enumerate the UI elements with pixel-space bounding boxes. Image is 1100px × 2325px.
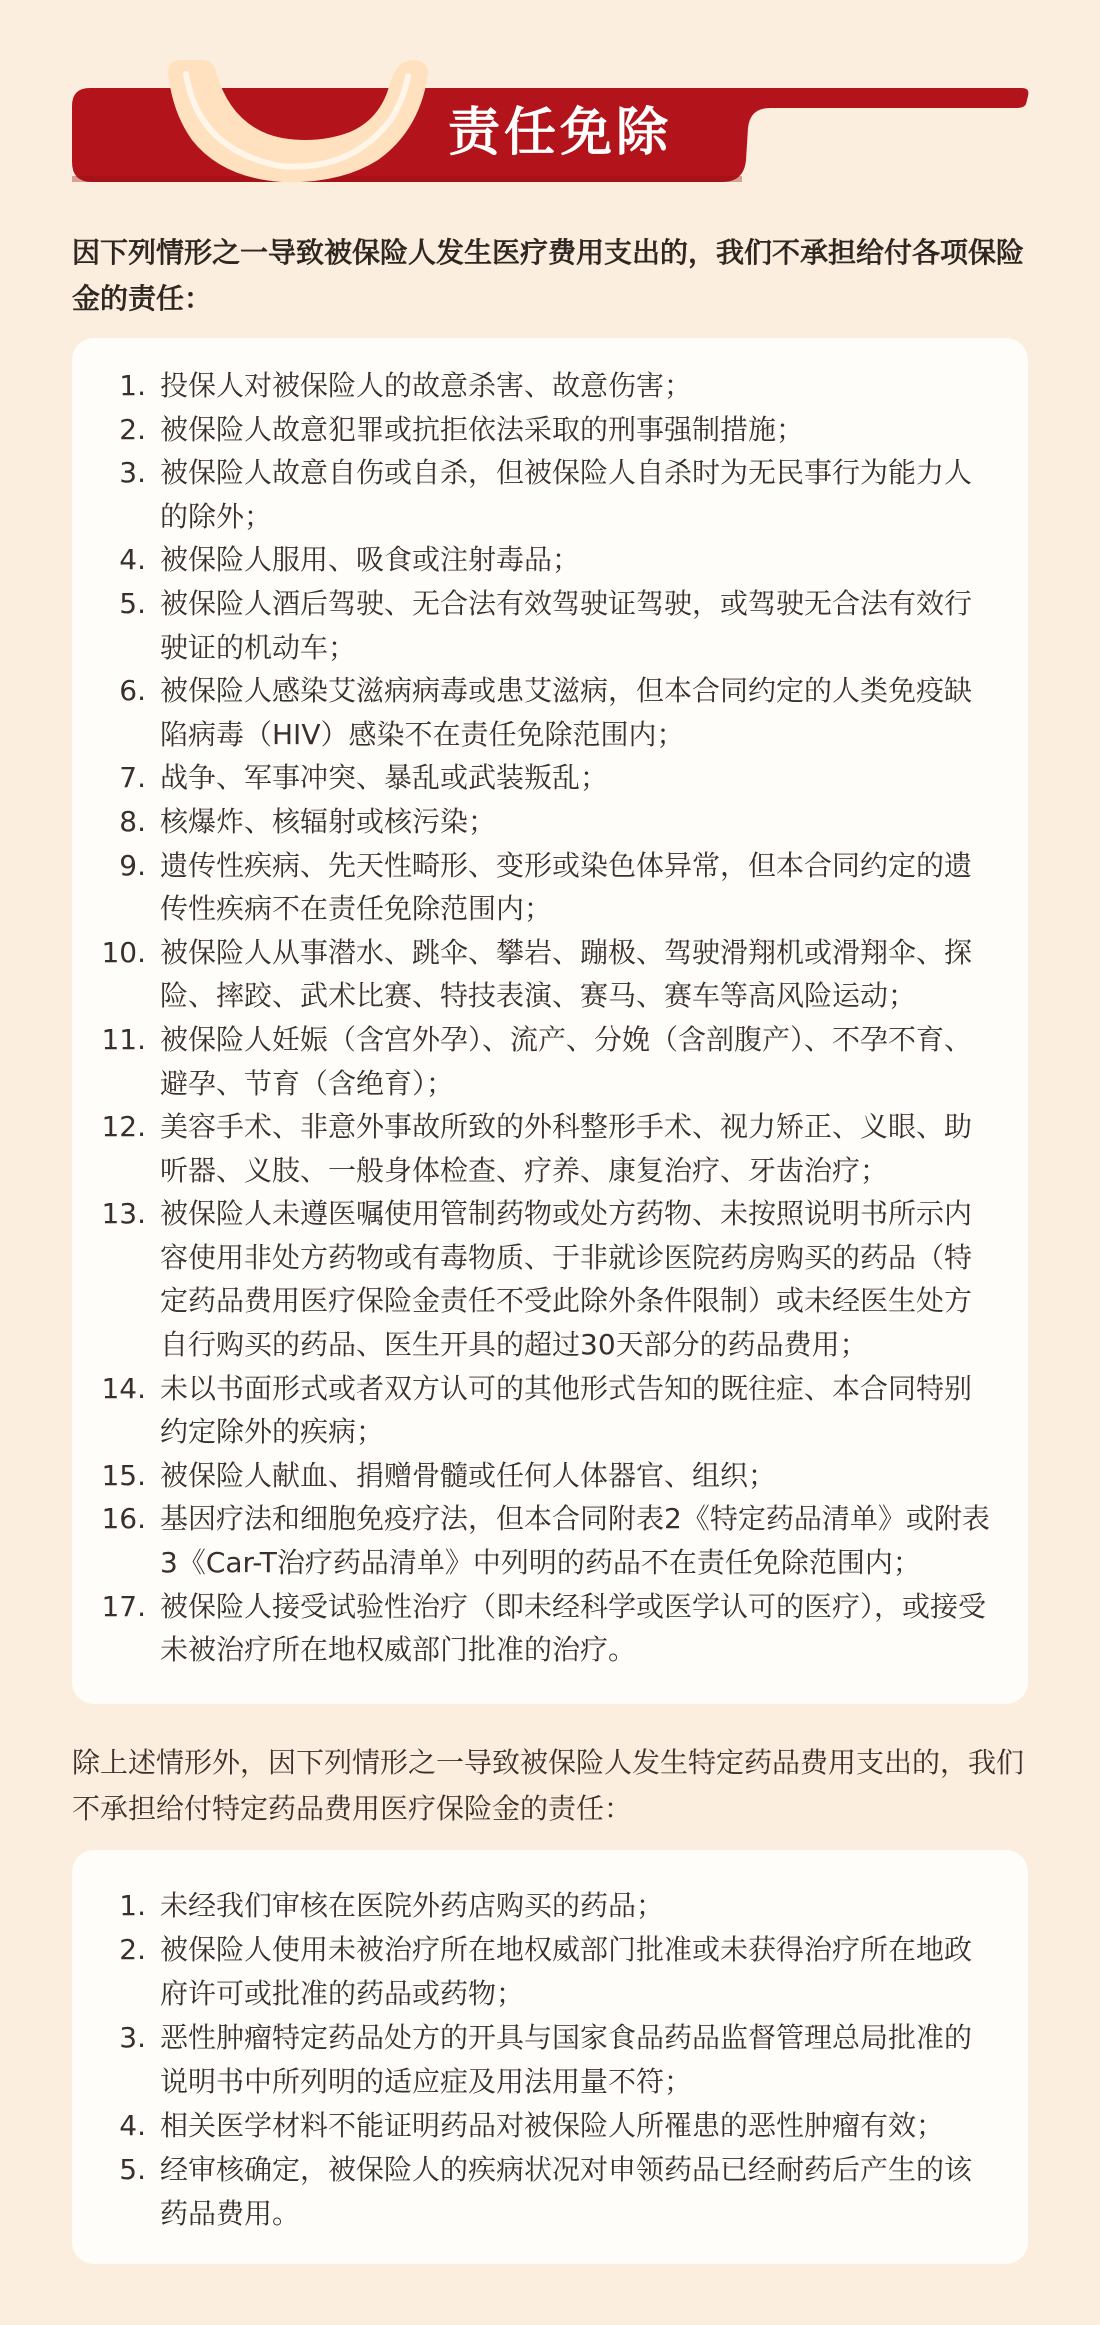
list-item: 1. 投保人对被保险人的故意杀害、故意伤害； bbox=[119, 369, 693, 402]
page-title: 责任免除 bbox=[447, 103, 672, 163]
intro-paragraph-1: 因下列情形之一导致被保险人发生医疗费用支出的，我们不承担给付各项保险金的责任： bbox=[72, 236, 1025, 315]
list-item: 6. 被保险人感染艾滋病病毒或患艾滋病，但本合同约定的人类免疫缺陷病毒（HIV）感染不在责任免除范围内； bbox=[119, 674, 973, 751]
header-banner bbox=[0, 0, 1100, 200]
list-item: 14. 未以书面形式或者双方认可的其他形式告知的既往症、本合同特别约定除外的疾病； bbox=[101, 1371, 973, 1449]
list-item: 12. 美容手术、非意外事故所致的外科整形手术、视力矫正、义眼、助听器、义肢、一般身体检查、疗养、康复治疗、牙齿治疗； bbox=[101, 1110, 973, 1187]
intro-paragraph-2: 除上述情形外，因下列情形之一导致被保险人发生特定药品费用支出的，我们不承担给付特定药品费用医疗保险金的责任： bbox=[72, 1746, 1025, 1825]
list-item: 8. 核爆炸、核辐射或核污染； bbox=[119, 804, 497, 838]
list-item: 4. 相关医学材料不能证明药品对被保险人所罹患的恶性肿瘤有效； bbox=[119, 2109, 945, 2142]
list-item: 3. 被保险人故意自伤或自杀，但被保险人自杀时为无民事行为能力人的除外； bbox=[119, 456, 973, 533]
exclusions-card-1 bbox=[72, 338, 1028, 1704]
list-item: 17. 被保险人接受试验性治疗（即未经科学或医学认可的医疗），或接受未被治疗所在地权威部门批准的治疗。 bbox=[101, 1589, 987, 1667]
list-item: 16. 基因疗法和细胞免疫疗法，但本合同附表2《特定药品清单》或附表3《Car-T治疗药品清单》中列明的药品不在责任免除范围内； bbox=[101, 1502, 990, 1580]
list-item: 3. 恶性肿瘤特定药品处方的开具与国家食品药品监督管理总局批准的说明书中所列明的适应症及用法用量不符； bbox=[119, 2021, 973, 2098]
exclusions-card-2 bbox=[72, 1850, 1028, 2264]
list-item: 13. 被保险人未遵医嘱使用管制药物或处方药物、未按照说明书所示内容使用非处方药物或有毒物质、于非就诊医院药房购买的药品（特定药品费用医疗保险金责任不受此除外条件限制）或未经医生处方自行购买的药品、医生开具的超过30天部分的药品费用； bbox=[101, 1197, 973, 1362]
list-item: 11. 被保险人妊娠（含宫外孕）、流产、分娩（含剖腹产）、不孕不育、避孕、节育（含绝育）； bbox=[101, 1022, 973, 1100]
list-item: 7. 战争、军事冲突、暴乱或武装叛乱； bbox=[119, 761, 609, 795]
list-item: 2. 被保险人使用未被治疗所在地权威部门批准或未获得治疗所在地政府许可或批准的药品或药物； bbox=[119, 1933, 973, 2010]
list-item: 2. 被保险人故意犯罪或抗拒依法采取的刑事强制措施； bbox=[119, 412, 805, 446]
list-item: 5. 被保险人酒后驾驶、无合法有效驾驶证驾驶，或驾驶无合法有效行驶证的机动车； bbox=[119, 586, 973, 664]
list-item: 4. 被保险人服用、吸食或注射毒品； bbox=[119, 543, 581, 577]
list-item: 5. 经审核确定，被保险人的疾病状况对申领药品已经耐药后产生的该药品费用。 bbox=[119, 2153, 973, 2230]
exclusions-list-2 bbox=[96, 1884, 998, 2236]
exclusions-list-1 bbox=[96, 364, 998, 1672]
list-item: 1. 未经我们审核在医院外药店购买的药品； bbox=[119, 1889, 665, 1922]
list-item: 9. 遗传性疾病、先天性畸形、变形或染色体异常，但本合同约定的遗传性疾病不在责任免除范围内； bbox=[119, 848, 973, 926]
list-item: 10. 被保险人从事潜水、跳伞、攀岩、蹦极、驾驶滑翔机或滑翔伞、探险、摔跤、武术比赛、特技表演、赛马、赛车等高风险运动； bbox=[101, 935, 973, 1013]
list-item: 15. 被保险人献血、捐赠骨髓或任何人体器官、组织； bbox=[101, 1458, 777, 1492]
